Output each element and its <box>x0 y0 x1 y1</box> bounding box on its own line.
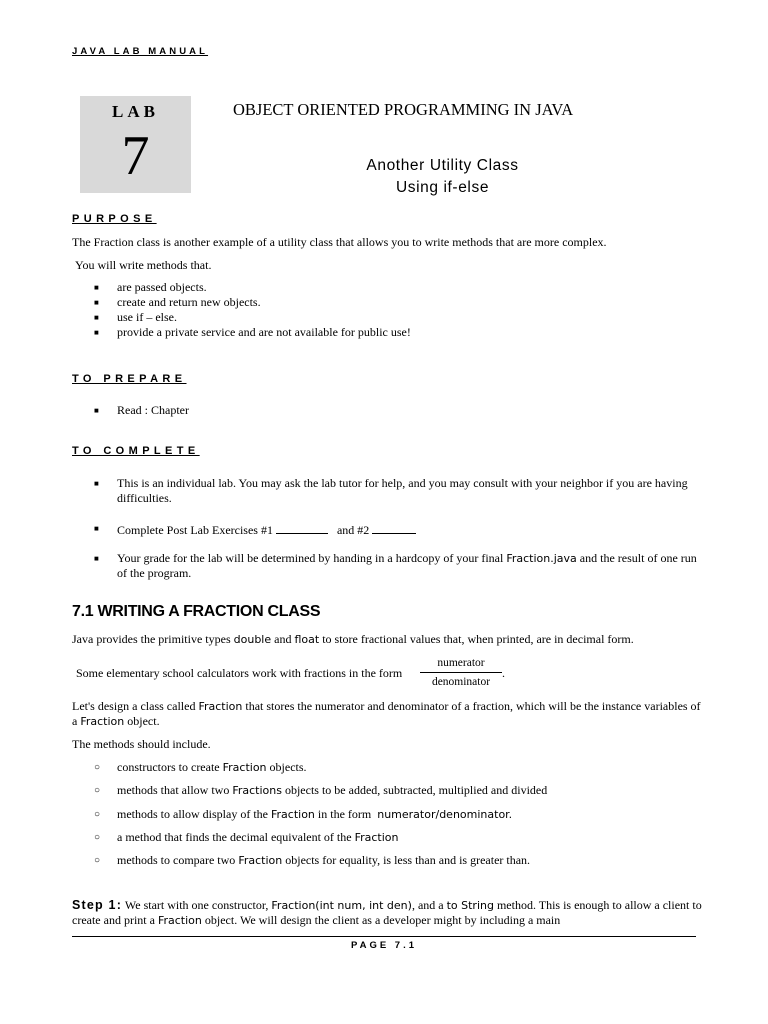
circle-bullet-icon: ○ <box>94 785 101 796</box>
bullet-square-icon: ■ <box>94 283 99 292</box>
subtitle-line-2: Using if-else <box>395 179 490 196</box>
exercise-1-blank <box>276 521 328 534</box>
lab-number: 7 <box>121 125 150 187</box>
purpose-heading: PURPOSE <box>72 213 157 225</box>
fraction-denominator: denominator <box>431 676 491 688</box>
circle-bullet-icon: ○ <box>94 809 101 820</box>
fraction-formula <box>420 656 506 689</box>
circle-bullet-icon: ○ <box>94 832 101 843</box>
page-title: OBJECT ORIENTED PROGRAMMING IN JAVA <box>233 100 574 119</box>
circle-bullet-icon: ○ <box>94 855 101 866</box>
lab-label: LAB <box>112 102 159 121</box>
paragraph-design-class: Let's design a class called Fraction that stores the numerator and denominator of a fraction, which will be the instance variables of a Fraction object. <box>72 699 701 728</box>
section-heading: 7.1 WRITING A FRACTION CLASS <box>72 603 321 620</box>
paragraph-primitive-types: Java provides the primitive types double and float to store fractional values that, when printed, are in decimal form. <box>72 632 634 646</box>
subtitle-line-1: Another Utility Class <box>366 157 519 174</box>
step-1-paragraph: Step 1: We start with one constructor, Fraction(int num, int den), and a to String method. This is enough to allow a client to create and print a Fraction object. We will design the client as a developer might by including a main <box>72 898 702 927</box>
paragraph-methods-lead: The methods should include. <box>72 737 211 751</box>
exercise-2-blank <box>372 521 416 534</box>
bullet-square-icon: ■ <box>94 313 99 322</box>
lab-number-box <box>80 96 191 193</box>
circle-bullet-icon: ○ <box>94 762 101 773</box>
step-1-label: Step 1: <box>72 898 123 912</box>
purpose-lead: You will write methods that. <box>75 258 212 272</box>
page-number: PAGE 7.1 <box>350 940 418 951</box>
fraction-period: . <box>502 666 505 680</box>
complete-heading: TO COMPLETE <box>72 445 200 457</box>
prepare-heading: TO PREPARE <box>72 373 187 385</box>
footer-rule <box>72 936 696 937</box>
bullet-square-icon: ■ <box>94 328 99 337</box>
purpose-intro: The Fraction class is another example of a utility class that allows you to write methods that are more complex. <box>72 235 607 249</box>
bullet-square-icon: ■ <box>94 406 99 415</box>
running-header: JAVA LAB MANUAL <box>72 46 209 57</box>
fraction-bar <box>420 672 502 673</box>
bullet-square-icon: ■ <box>94 524 99 533</box>
bullet-square-icon: ■ <box>94 479 99 488</box>
paragraph-calculators: Some elementary school calculators work with fractions in the form <box>76 666 403 680</box>
fraction-numerator: numerator <box>437 657 485 669</box>
bullet-square-icon: ■ <box>94 298 99 307</box>
bullet-square-icon: ■ <box>94 554 99 563</box>
